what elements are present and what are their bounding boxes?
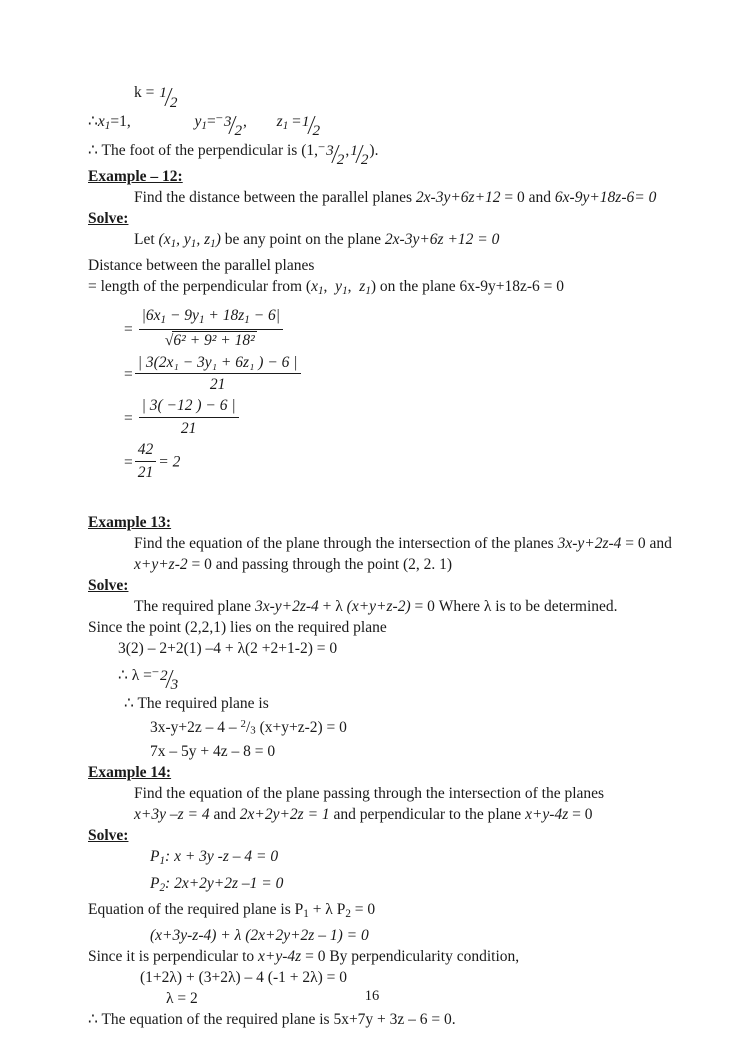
eq-required-prefix: Equation of the required plane is P (88, 900, 304, 918)
example-14-solve-row (88, 825, 708, 846)
z1-fraction (301, 113, 321, 140)
example-13-required-plane-is-line (88, 693, 708, 714)
example-12-let-line (88, 229, 708, 255)
example-13-solve-heading: Solve: (88, 576, 129, 594)
fraction-3-denominator: 21 (180, 419, 197, 437)
therefore-symbol: ∴ (88, 112, 98, 130)
k-label: k = (134, 84, 155, 101)
lambda-numerator: 2 (160, 666, 168, 684)
example-12-question (88, 187, 708, 208)
foot-negative-sign: − (317, 139, 326, 154)
k-value-line (88, 82, 708, 111)
lambda-value: λ = 2 (166, 989, 198, 1007)
y1-subscript: 1 (201, 119, 207, 132)
eq-required-suffix: = 0 (350, 900, 376, 918)
example-14-equation-line (88, 899, 708, 925)
z1-numerator: 1 (301, 113, 310, 131)
example-12-heading-row (88, 166, 708, 187)
example-12-equation-3 (88, 398, 708, 440)
perp-plane-eq: x+y-4z (258, 947, 302, 965)
p1-sub-inline: 1 (303, 907, 309, 920)
point-z: , z (196, 230, 211, 248)
example-12-equation-1 (88, 308, 708, 352)
perp-prefix: Since it is perpendicular to (88, 947, 259, 965)
eq-required-mid: + λ P (308, 900, 346, 918)
example-14-answer-line (88, 1009, 708, 1030)
example-14-heading-row (88, 762, 708, 783)
fraction-2 (135, 353, 301, 395)
length-z: z (359, 277, 366, 295)
example-12-question-prefix: Find the distance between the parallel planes (134, 188, 416, 206)
inline-fraction-slash: / (245, 719, 251, 737)
example-12-equation-4 (88, 442, 708, 484)
fraction-2-numerator: | 3(2x₁ − 3y₁ + 6z₁ ) − 6 | (135, 353, 301, 374)
p1-subscript: 1 (159, 855, 166, 868)
fraction-3 (139, 396, 239, 438)
let-plane-eq: 2x-3y+6z +12 = 0 (384, 230, 500, 248)
required-plane-prefix: The required plane (134, 597, 255, 615)
point-open: (x (158, 230, 171, 248)
example-14-solve-heading: Solve: (88, 827, 129, 845)
required-plane-is-text: ∴ The required plane is (124, 695, 269, 713)
point-close: ) (215, 230, 221, 248)
point-x-sub: 1 (170, 237, 177, 250)
example-13-heading-row (88, 512, 708, 533)
example-13-solve-row (88, 575, 708, 596)
lambda-prefix: ∴ λ = (118, 666, 152, 684)
example-14-heading: Example 14: (88, 764, 172, 782)
p1-label: P (150, 848, 160, 866)
perp-suffix: = 0 By perpendicularity condition, (301, 947, 520, 965)
required-plane-eq2: (x+y+z-2) (346, 597, 411, 615)
foot-fraction-2 (350, 142, 369, 169)
page-number: 16 (364, 988, 380, 1004)
example-14-question-line-1 (88, 783, 708, 804)
length-prefix: = length of the perpendicular from ( (88, 277, 312, 295)
example-13-final-eq-line (88, 714, 708, 741)
final-eq-prefix: 3x-y+2z – 4 – (150, 719, 241, 737)
k-fraction-denominator: 2 (169, 93, 178, 111)
x1-label: x (97, 112, 105, 130)
length-z-sub: 1 (365, 284, 371, 297)
example-12-result: = 2 (158, 453, 181, 471)
example-14-p1-line (88, 846, 708, 872)
z1-subscript: 1 (282, 119, 289, 132)
y1-fraction (223, 113, 243, 140)
point-y: , y (176, 230, 191, 248)
fraction-2-denominator: 21 (209, 376, 226, 394)
lambda-fraction (160, 667, 178, 693)
x1-equation: =1, (110, 112, 131, 130)
example-14-p2-line (88, 873, 708, 899)
length-x: x (311, 277, 318, 295)
p2-subscript: 2 (159, 881, 166, 894)
required-plane-suffix: = 0 Where λ is to be determined. (410, 597, 618, 615)
condition-equation: (1+2λ) + (3+2λ) – 4 (-1 + 2λ) = 0 (140, 968, 348, 986)
equals-sign-4: = (124, 453, 133, 471)
fraction-4-denominator: 21 (137, 463, 154, 481)
equals-sign-2: = (124, 366, 133, 384)
final-eq-suffix: (x+y+z-2) = 0 (255, 719, 347, 737)
y1-comma: , (243, 112, 247, 130)
example-14-answer: ∴ The equation of the required plane is 5x+7y + 3z – 6 = 0. (88, 1010, 456, 1028)
example-14-perpendicular-line (88, 946, 708, 967)
foot-fraction-2-denominator: 2 (360, 151, 369, 169)
example-13-question-mid1: = 0 and (621, 534, 672, 552)
foot-close: ). (369, 141, 379, 159)
p1-equation: : x + 3y -z – 4 = 0 (165, 848, 279, 866)
equals-sign-1: = (124, 321, 133, 339)
example-12-solve-row (88, 208, 708, 229)
z1-label: z (276, 112, 283, 130)
example-13-heading: Example 13: (88, 513, 172, 531)
fraction-4 (135, 440, 157, 482)
coordinates-line (88, 108, 708, 140)
fraction-1 (139, 306, 283, 350)
example-13-answer: 7x – 5y + 4z – 8 = 0 (150, 743, 276, 761)
point-lies-text: Since the point (2,2,1) lies on the required plane (88, 618, 387, 636)
sqrt-radicand: 6² + 9² + 18² (173, 332, 255, 350)
fraction-1-denominator (139, 330, 283, 350)
example-14-mid-2: and perpendicular to the plane (329, 806, 526, 824)
z1-denominator: 2 (312, 122, 321, 140)
example-13-substitution-line (88, 638, 708, 659)
lambda-negative-sign: − (151, 664, 160, 679)
required-plane-eq1: 3x-y+2z-4 (254, 597, 319, 615)
example-14-question-text: Find the equation of the plane passing through the intersection of the planes (134, 785, 605, 803)
point-z-sub: 1 (210, 237, 216, 250)
example-14-end: = 0 (568, 806, 593, 824)
example-12-distance-line (88, 255, 708, 276)
foot-fraction-1-denominator: 2 (336, 151, 345, 169)
inline-fraction-denominator: 3 (250, 724, 256, 737)
example-13-point-line (88, 617, 708, 638)
equals-sign-3: = (124, 409, 133, 427)
x1-subscript: 1 (104, 119, 111, 132)
example-13-question-prefix: Find the equation of the plane through the intersection of the planes (134, 534, 558, 552)
foot-fraction-2-numerator: 1 (350, 142, 358, 160)
length-suffix: ) on the plane 6x-9y+18z-6 = 0 (370, 277, 564, 295)
fraction-3-numerator: | 3( −12 ) − 6 | (139, 396, 239, 417)
let-prefix: Let (134, 230, 159, 248)
p2-sub-inline: 2 (345, 907, 351, 920)
fraction-4-numerator: 42 (135, 440, 157, 461)
y1-equals: = (206, 112, 216, 130)
p2-equation: : 2x+2y+2z –1 = 0 (165, 874, 284, 892)
y1-negative-sign: − (215, 110, 223, 125)
p2-label: P (150, 874, 160, 892)
example-14-plane-2: 2x+2y+2z = 1 (239, 806, 330, 824)
example-13-plane-2: x+y+z-2 (134, 555, 188, 573)
example-14-plane-1: x+3y –z = 4 (134, 806, 210, 824)
foot-fraction-1-numerator: 3 (326, 142, 334, 160)
example-14-plane-3: x+y-4z (525, 806, 569, 824)
example-13-plane-1: 3x-y+2z-4 (557, 534, 622, 552)
foot-of-perpendicular-line (88, 137, 708, 169)
therefore-symbol: ∴ (88, 141, 98, 159)
example-14-expanded-line (88, 925, 708, 946)
example-12-heading: Example – 12: (88, 167, 183, 185)
example-14-question-line-2 (88, 804, 708, 825)
foot-comma: , (345, 141, 350, 159)
example-12-question-mid: = 0 and (500, 188, 555, 206)
example-12-plane-2: 6x-9y+18z-6= 0 (554, 188, 657, 206)
example-14-mid-1: and (209, 806, 240, 824)
example-12-equation-2 (88, 354, 708, 396)
example-13-answer-line (88, 741, 708, 762)
example-12-plane-1: 2x-3y+6z+12 (415, 188, 501, 206)
example-12-solve-heading: Solve: (88, 209, 129, 227)
page-content (88, 82, 708, 1030)
point-y-sub: 1 (190, 237, 197, 250)
example-14-condition-line (88, 967, 708, 988)
z1-equals: = (292, 112, 301, 130)
lambda-denominator: 3 (170, 675, 179, 693)
let-mid: be any point on the plane (220, 230, 385, 248)
y1-denominator: 2 (234, 122, 243, 140)
inline-fraction-numerator: 2 (240, 718, 246, 731)
distance-text: Distance between the parallel planes (88, 256, 315, 274)
inline-fraction-2-3 (241, 719, 256, 736)
example-13-question-mid2: = 0 and passing through the point (2, 2. 1) (187, 555, 453, 573)
length-y-sub: 1 (342, 284, 348, 297)
k-fraction-numerator: 1 (159, 84, 167, 102)
example-12-length-line: = length of the perpendicular from ($x_1$, $y_1$, $z_1$) on the plane 6x-9y+18z-6 = 0 (88, 277, 564, 297)
fraction-1-numerator: $|6x_1 - 9y_1 + 18z_1 - 6|$ (139, 306, 283, 330)
substitution-equation: 3(2) – 2+2(1) –4 + λ(2 +2+1-2) = 0 (118, 639, 338, 657)
y1-numerator: 3 (223, 113, 232, 131)
required-plane-lambda: + λ (318, 597, 347, 615)
foot-fraction-1 (326, 142, 345, 169)
example-13-lambda-line (88, 659, 708, 694)
y1-label: y (194, 112, 202, 130)
length-y: y (335, 277, 343, 295)
length-x-sub: 1 (317, 284, 324, 297)
example-13-required-plane-line (88, 596, 708, 617)
sqrt-icon: √ (164, 332, 174, 350)
expanded-equation: (x+3y-z-4) + λ (2x+2y+2z – 1) = 0 (150, 926, 369, 944)
k-fraction (159, 84, 178, 111)
foot-text: The foot of the perpendicular is (1, (101, 141, 318, 159)
example-13-question (88, 533, 708, 575)
